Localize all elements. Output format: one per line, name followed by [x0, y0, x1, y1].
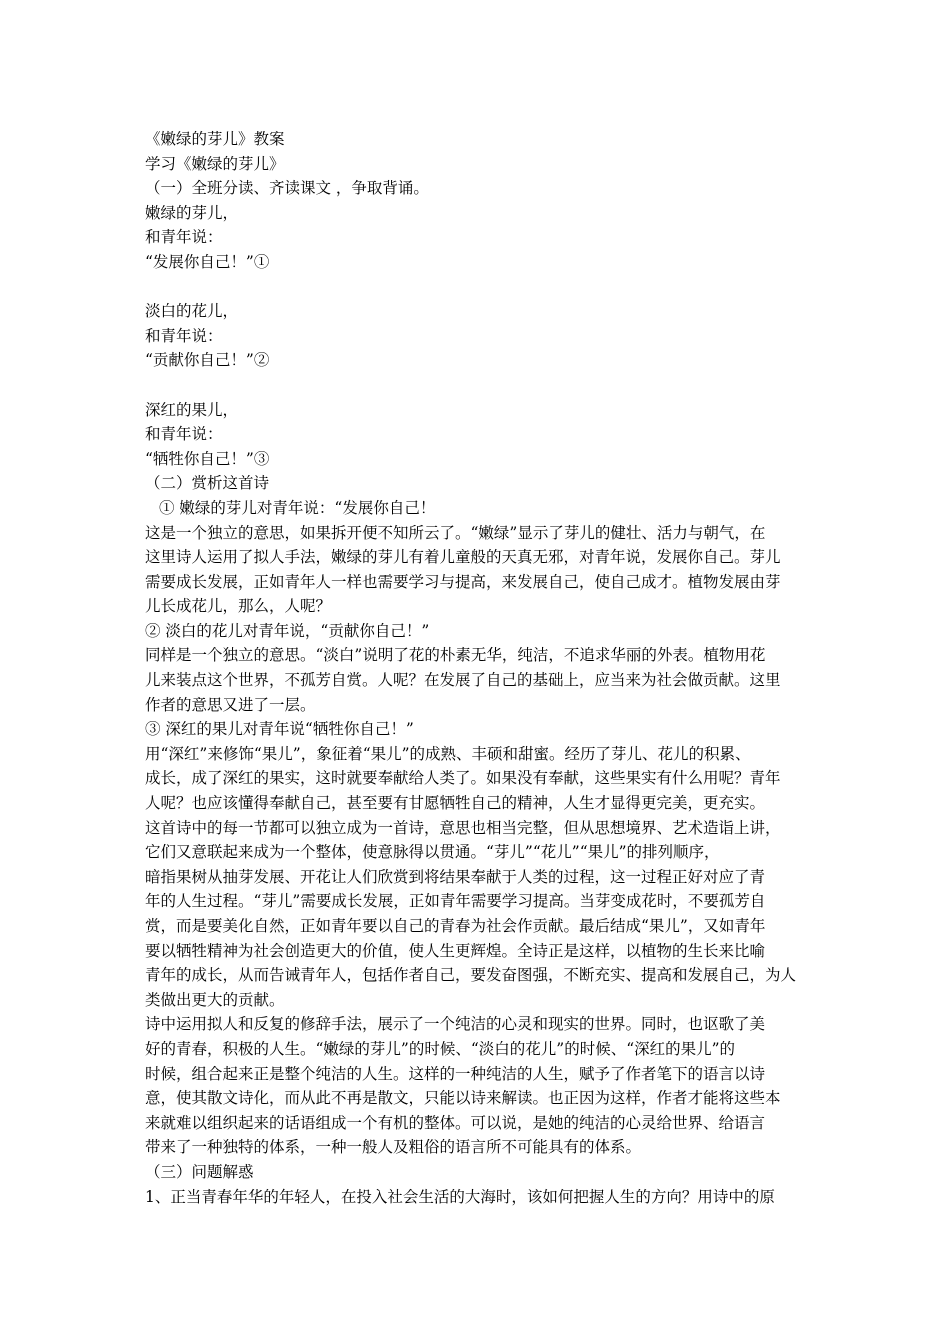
paragraph-line: 成长，成了深红的果实，这时就要奉献给人类了。如果没有奉献，这些果实有什么用呢？青年: [145, 769, 781, 788]
paragraph-line: 这里诗人运用了拟人手法，嫩绿的芽儿有着儿童般的天真无邪，对青年说，发展你自己。芽儿: [145, 548, 781, 567]
paragraph-line: 带来了一种独特的体系，一种一般人及粗俗的语言所不可能具有的体系。: [145, 1138, 642, 1157]
paragraph-line: 儿长成花儿，那么，人呢？: [145, 597, 332, 616]
paragraph-line: 赏，而是要美化自然，正如青年要以自己的青春为社会作贡献。最后结成“果儿”，又如青年: [145, 917, 766, 935]
paragraph-line: 年的人生过程。“芽儿”需要成长发展，正如青年需要学习提高。当芽变成花时，不要孤芳自: [145, 892, 766, 911]
section-heading-1: （一）全班分读、齐读课文 ，争取背诵。: [145, 179, 429, 198]
paragraph-line: 需要成长发展，正如青年人一样也需要学习与提高，来发展自己，使自己成才。植物发展由芽: [145, 572, 781, 591]
analysis-item-title: ② 淡白的花儿对青年说，“贡献你自己！”: [145, 621, 430, 640]
paragraph-line: 儿来装点这个世界，不孤芳自赏。人呢？在发展了自己的基础上，应当来为社会做贡献。这里: [145, 671, 781, 690]
section-heading-2: （二）赏析这首诗: [145, 474, 270, 493]
paragraph-line: 青年的成长，从而告诫青年人，包括作者自己，要发奋图强，不断充实、提高和发展自己，为人: [145, 966, 797, 985]
paragraph-line: 同样是一个独立的意思。“淡白”说明了花的朴素无华，纯洁，不追求华丽的外表。植物用花: [145, 646, 766, 665]
paragraph-line: 意，使其散文诗化，而从此不再是散文，只能以诗来解读。也正因为这样，作者才能将这些本: [145, 1089, 781, 1108]
poem-line: 淡白的花儿，: [145, 302, 239, 321]
paragraph-line: 来就难以组织起来的话语组成一个有机的整体。可以说，是她的纯洁的心灵给世界、给语言: [145, 1113, 766, 1132]
paragraph-line: 人呢？也应该懂得奉献自己，甚至要有甘愿牺牲自己的精神，人生才显得更完美，更充实。: [145, 794, 766, 813]
poem-line: “牺牲你自己！”③: [145, 449, 270, 468]
paragraph-line: 作者的意思又进了一层。: [145, 695, 316, 714]
document-title: 《嫩绿的芽儿》教案: [145, 130, 285, 148]
paragraph-line: 这首诗中的每一节都可以独立成为一首诗，意思也相当完整，但从思想境界、艺术造诣上讲，: [145, 818, 781, 837]
document-subtitle: 学习《嫩绿的芽儿》: [145, 154, 285, 173]
paragraph-line: 要以牺牲精神为社会创造更大的价值，使人生更辉煌。全诗正是这样，以植物的生长来比喻: [145, 941, 766, 960]
poem-line: “发展你自己！”①: [145, 252, 270, 271]
stanza-spacer: [145, 373, 810, 398]
paragraph-line: 时候，组合起来正是整个纯洁的人生。这样的一种纯洁的人生，赋予了作者笔下的语言以诗: [145, 1064, 766, 1083]
question-line: 1、正当青春年华的年轻人，在投入社会生活的大海时，该如何把握人生的方向？用诗中的原: [145, 1187, 775, 1206]
section-heading-3: （三）问题解惑: [145, 1162, 254, 1181]
poem-line: 嫩绿的芽儿，: [145, 203, 239, 222]
paragraph-line: 好的青春，积极的人生。“嫩绿的芽儿”的时候、“淡白的花儿”的时候、“深红的果儿”的: [145, 1039, 736, 1058]
paragraph-line: 暗指果树从抽芽发展、开花让人们欣赏到将结果奉献于人类的过程，这一过程正好对应了青: [145, 867, 766, 886]
analysis-item-title: ① 嫩绿的芽儿对青年说：“发展你自己！: [159, 498, 436, 517]
paragraph-line: 它们又意联起来成为一个整体，使意脉得以贯通。“芽儿”“花儿”“果儿”的排列顺序，: [145, 843, 720, 862]
poem-line: “贡献你自己！”②: [145, 351, 270, 370]
poem-line: 和青年说：: [145, 425, 223, 444]
paragraph-line: 这是一个独立的意思，如果拆开便不知所云了。“嫩绿”显示了芽儿的健壮、活力与朝气，在: [145, 523, 766, 542]
document-page: [145, 127, 810, 1209]
paragraph-line: 诗中运用拟人和反复的修辞手法，展示了一个纯洁的心灵和现实的世界。同时，也讴歌了美: [145, 1015, 766, 1034]
paragraph-line: 用“深红”来修饰“果儿”，象征着“果儿”的成熟、丰硕和甜蜜。经历了芽儿、花儿的积累、: [145, 744, 751, 763]
poem-line: 和青年说：: [145, 228, 223, 247]
analysis-item-title: ③ 深红的果儿对青年说“牺牲你自己！”: [145, 720, 414, 739]
stanza-spacer: [145, 275, 810, 300]
paragraph-line: 类做出更大的贡献。: [145, 990, 285, 1009]
poem-line: 和青年说：: [145, 326, 223, 345]
poem-line: 深红的果儿，: [145, 400, 239, 419]
